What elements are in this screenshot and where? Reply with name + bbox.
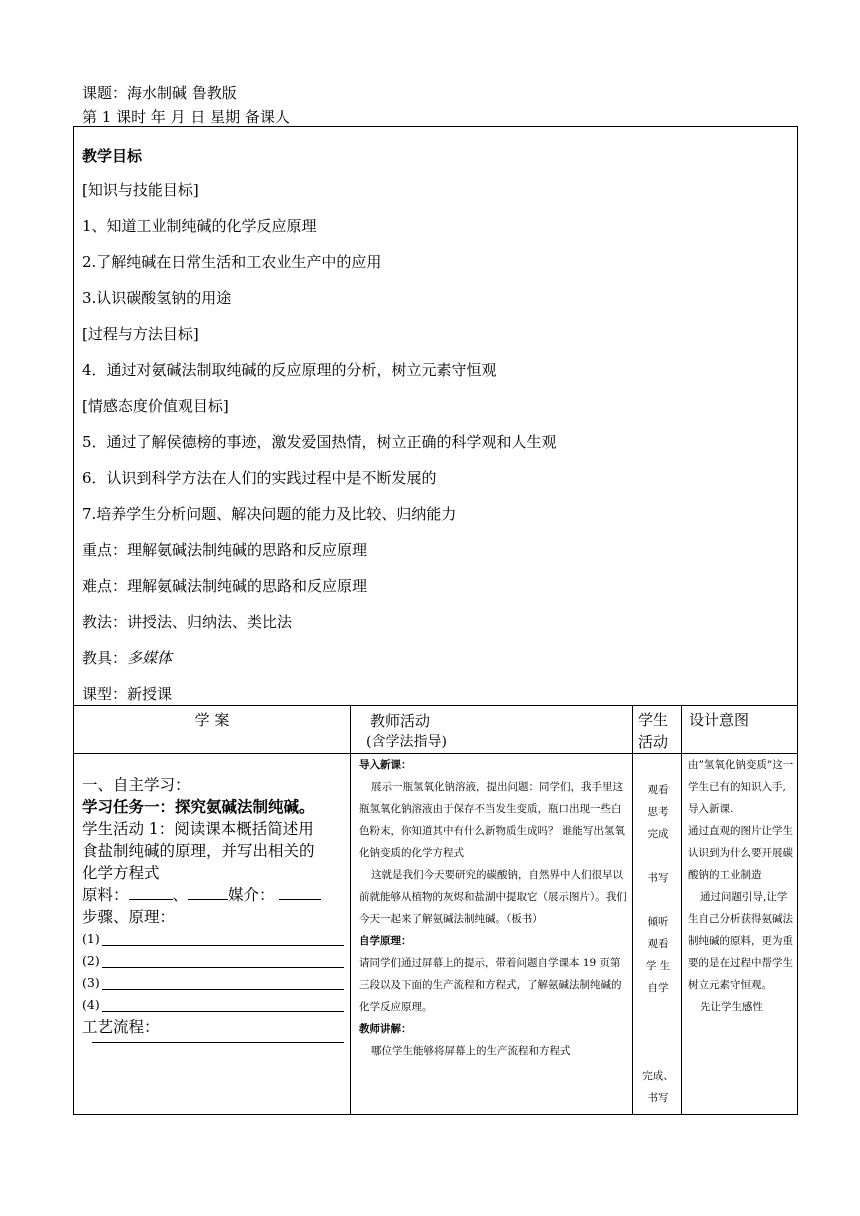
explain-text: 哪位学生能够将屏幕上的生产流程和方程式 [371,1045,571,1057]
step-number: (4) [82,997,100,1012]
tools-label: 教具： [82,649,128,667]
medium-label: 媒介： [228,886,275,904]
materials-blank-1[interactable] [129,885,173,900]
objective-1: 1、知道工业制纯碱的化学反应原理 [82,217,317,235]
materials-label: 原料： [82,886,129,904]
activity-text: 学生活动 1：阅读课本概括简述用 [82,820,314,838]
col-divider [681,706,682,1114]
teaching-method: 教法：讲授法、归纳法、类比法 [82,613,293,631]
step-line[interactable] [82,994,348,1016]
objective-6: 6．认识到科学方法在人们的实践过程中是不断发展的 [82,469,437,487]
design-text-2: 通过直观的图片让学生认识到为什么要开展碳酸钠的工业制造 [688,825,793,881]
objective-7: 7.培养学生分析问题、解决问题的能力及比较、归纳能力 [82,505,457,523]
section-title: 一、自主学习： [82,776,191,794]
objective-3: 3.认识碳酸氢钠的用途 [82,289,232,307]
objective-4: 4．通过对氨碱法制取纯碱的反应原理的分析，树立元素守恒观 [82,361,497,379]
materials-line [82,884,348,906]
student-activity: 观看 [647,938,669,950]
col-header-student: 学生 [638,711,669,729]
activity-text: 化学方程式 [82,864,160,882]
design-text-1: 由”氢氧化钠变质”这一学生已有的知识入手,导入新课. [688,759,794,815]
objectives-title: 教学目标 [82,147,143,165]
lesson-meta: 第 1 课时 年 月 日 星期 备课人 [82,108,290,126]
step-number: (3) [82,975,100,990]
student-activity: 观看 [647,784,669,796]
intro-title: 导入新课： [359,759,412,771]
teaching-tools [82,647,172,668]
col-header-student-2: 活动 [638,733,669,751]
step-line[interactable] [82,972,348,994]
design-text-4: 先让学生感性 [700,1001,763,1013]
lesson-title: 课题：海水制碱 鲁教版 [82,84,237,102]
teacher-column [359,754,631,1062]
design-text-3: 通过问题引导,让学生自己分析获得氨碱法制纯碱的原料，更为重要的是在过程中帮学生树立元素守恒观。 [688,891,793,991]
col-header-teacher: 教师活动 [370,712,431,730]
flow-label: 工艺流程： [82,1018,160,1036]
medium-blank[interactable] [279,885,321,900]
tools-value: 多媒体 [127,649,173,667]
study-column [82,774,348,1052]
materials-separator: 、 [172,886,189,904]
lesson-plan-table [73,705,798,1115]
student-activity: 书写 [647,872,669,884]
self-study-text: 请同学们通过屏幕上的提示，带着问题自学课本 19 页第三段以及下面的生产流程和方程式，了解氨碱法制纯碱的化学反应原理。 [359,957,622,1013]
step-line[interactable] [82,950,348,972]
col-header-study: 学 案 [194,711,230,729]
difficulty: 难点：理解氨碱法制纯碱的思路和反应原理 [82,577,368,595]
step-number: (1) [82,931,100,946]
materials-blank-2[interactable] [188,885,228,900]
student-activity: 书写 [647,1092,669,1104]
knowledge-heading: [知识与技能目标] [82,181,199,199]
lesson-type: 课型：新授课 [82,685,173,703]
self-study-title: 自学原理： [359,935,412,947]
student-activity: 完成、 [642,1070,674,1082]
col-divider [350,706,351,1114]
process-heading: [过程与方法目标] [82,325,199,343]
student-column [635,706,681,1116]
student-activity: 思考 [647,806,669,818]
col-divider [632,706,633,1114]
design-column [688,754,794,1018]
objectives-box [73,126,798,706]
student-activity: 学 生 [645,960,671,972]
task-title: 学习任务一：探究氨碱法制纯碱。 [82,797,315,816]
explain-title: 教师讲解： [359,1023,412,1035]
steps-label: 步骤、原理： [82,908,176,926]
objective-5: 5．通过了解侯德榜的事迹，激发爱国热情，树立正确的科学观和人生观 [82,433,557,451]
objective-2: 2.了解纯碱在日常生活和工农业生产中的应用 [82,253,382,271]
step-number: (2) [82,953,100,968]
student-activity: 完成 [647,828,669,840]
student-activity: 倾听 [647,916,669,928]
col-header-teacher-sub: (含学法指导) [366,734,447,750]
student-activity: 自学 [647,982,669,994]
activity-text: 食盐制纯碱的原理，并写出相关的 [82,842,315,860]
col-header-design: 设计意图 [689,711,750,729]
key-point: 重点：理解氨碱法制纯碱的思路和反应原理 [82,541,368,559]
intro-text-2: 这就是我们今天要研究的碳酸钠，自然界中人们很早以前就能够从植物的灰烬和盐湖中提取它（展示图片）。我们今天一起来了解氨碱法制纯碱。（板书） [359,869,627,925]
emotion-heading: [情感态度价值观目标] [82,397,229,415]
intro-text: 展示一瓶氢氧化钠溶液，提出问题：同学们，我手里这瓶氢氧化钠溶液由于保存不当发生变质，瓶口出现一些白色粉末，你知道其中有什么新物质生成吗？ 谁能写出氢氧化钠变质的化学方程式 [359,781,625,859]
flow-blank[interactable] [82,1038,348,1052]
step-line[interactable] [82,928,348,950]
